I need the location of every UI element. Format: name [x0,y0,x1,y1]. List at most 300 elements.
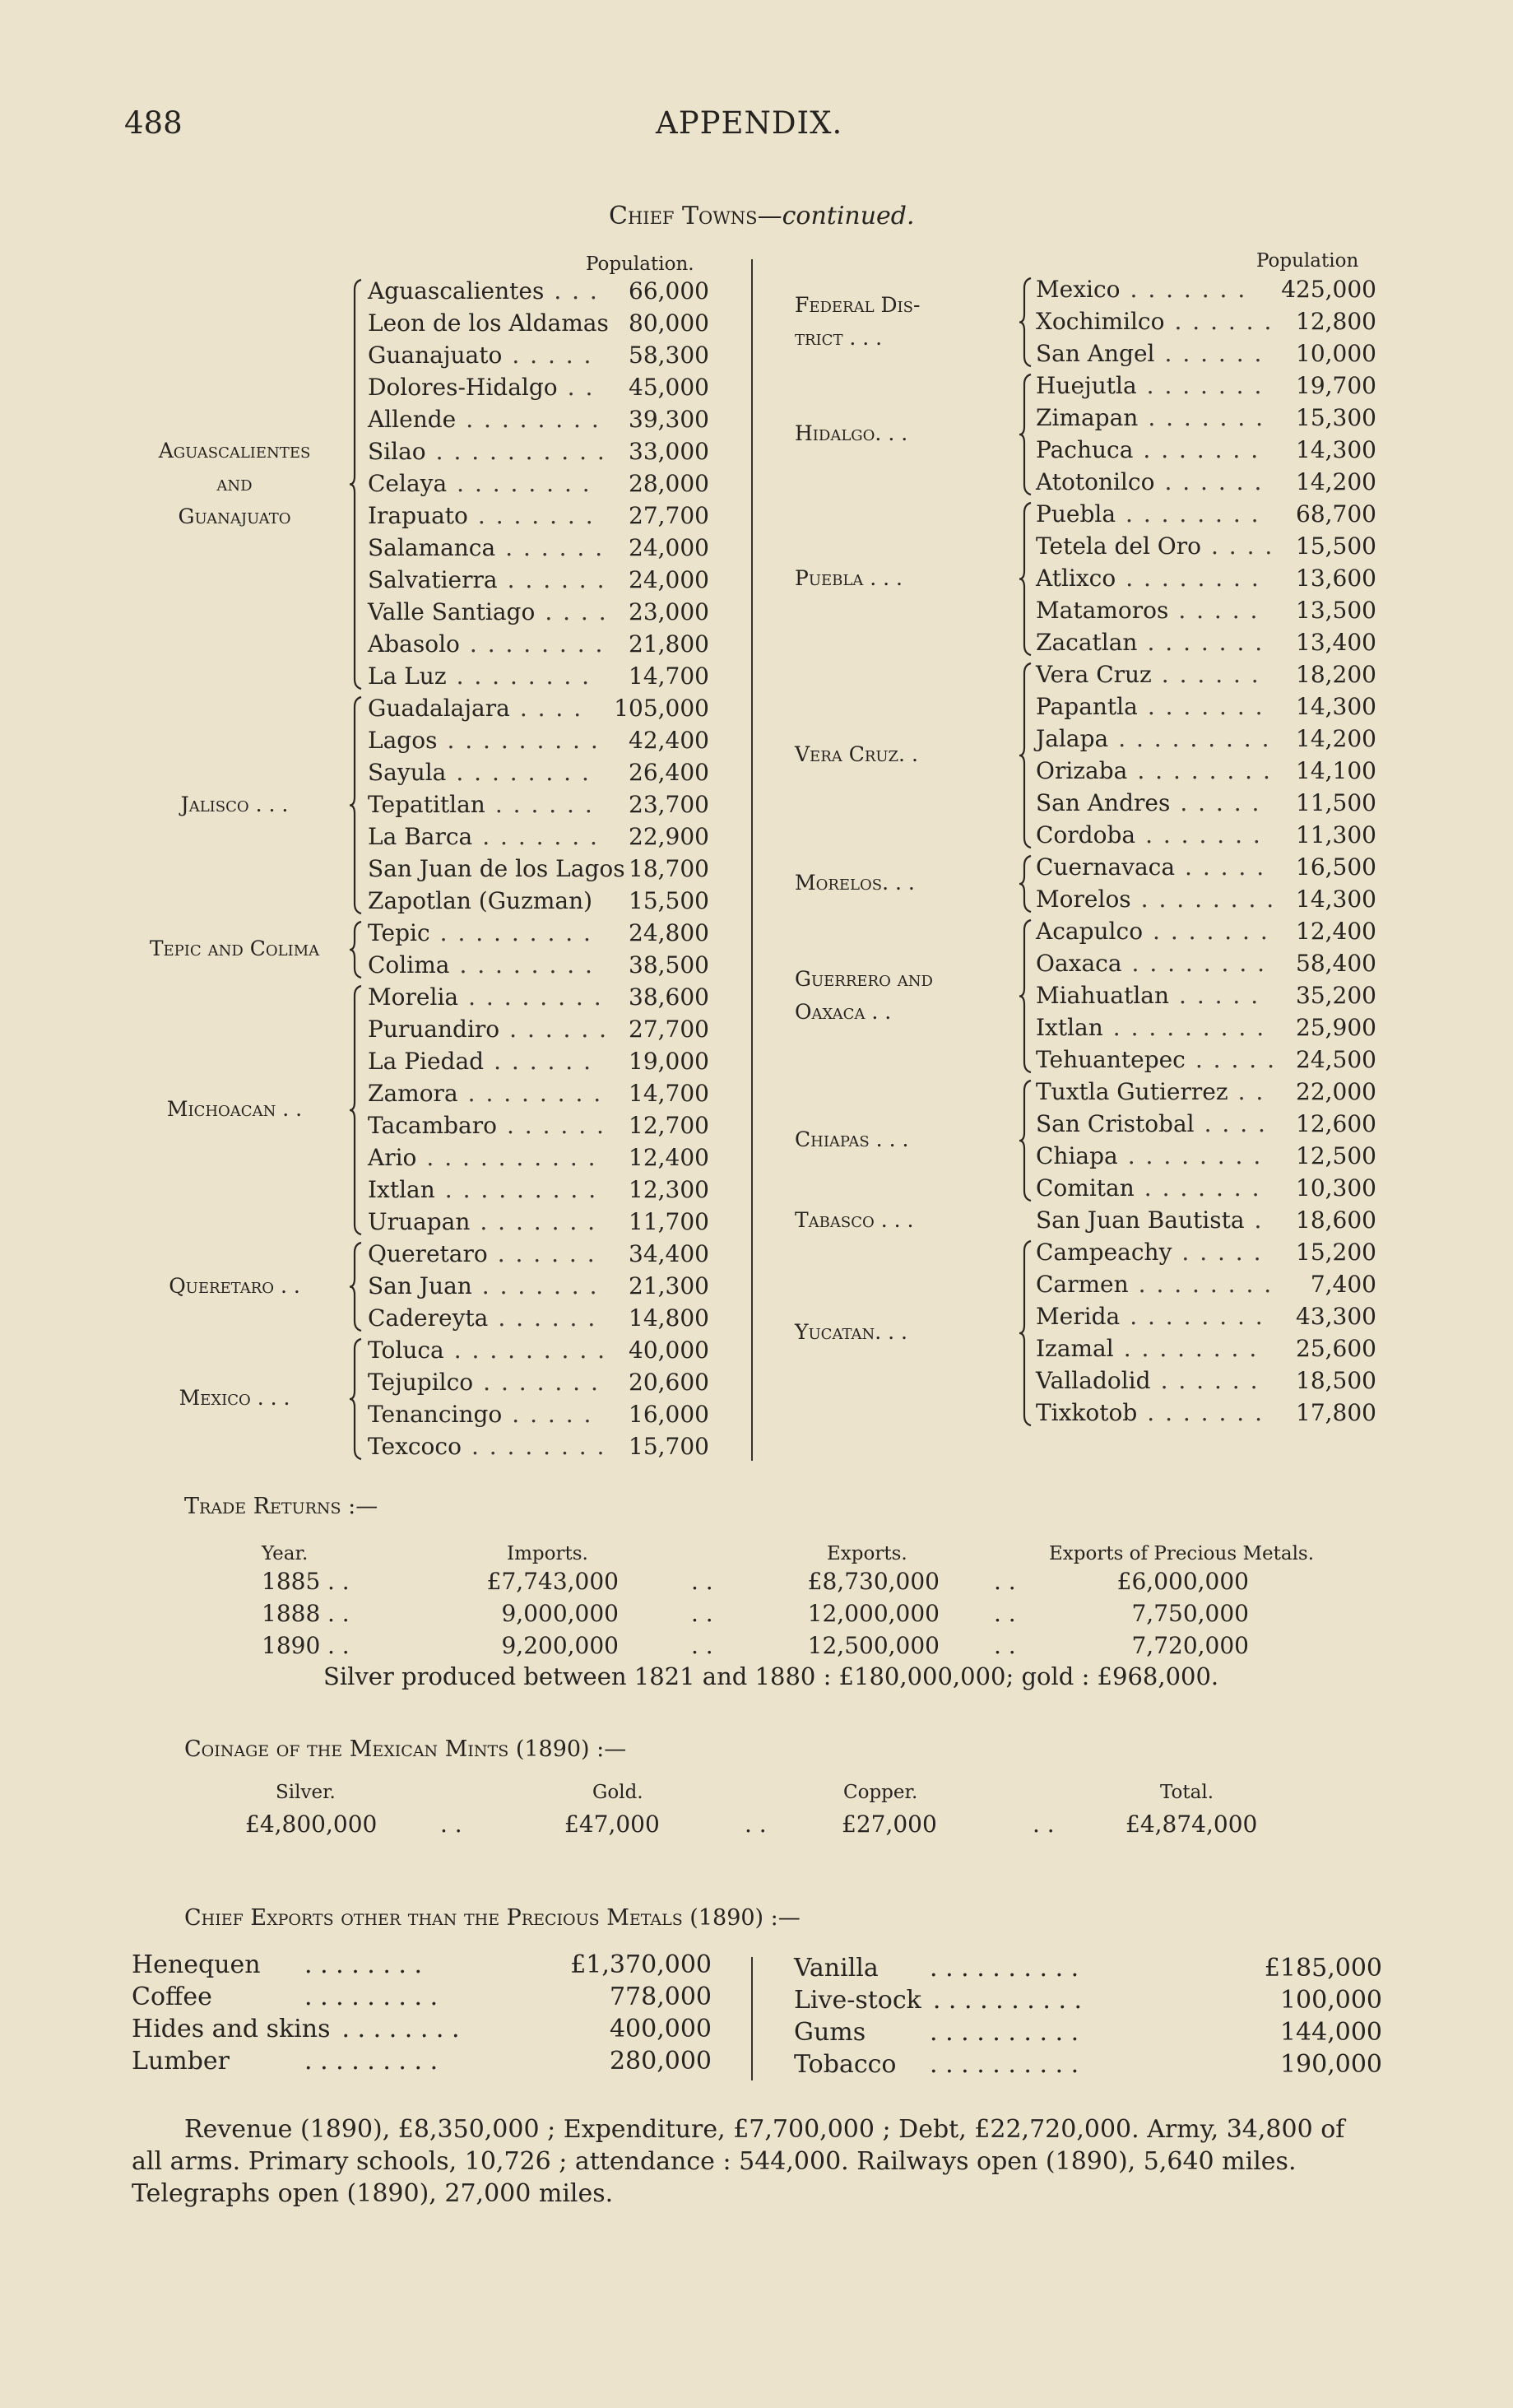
town-name: Huejutla [1036,372,1137,399]
leader-dots: . . . . . . . . [1131,950,1267,977]
town-row [1036,883,1376,915]
export-value: £185,000 [1264,1954,1382,1983]
town-population: 27,700 [629,502,709,529]
town-population: 24,000 [629,534,709,561]
group-brace-path [1019,1241,1031,1425]
town-row [1036,1397,1376,1429]
town-row [368,628,709,660]
leader-dots: . . . . . . [498,1304,597,1332]
leader-dots: . . . . . . [1174,308,1274,335]
left-state-label [123,788,346,821]
summary-paragraph: Revenue (1890), £8,350,000 ; Expenditure, £7,700,000 ; Debt, £22,720,000. Army, 34,800 of all arms. Primary schools, 10,726 ; attendance : 544,000. Railways open (1890), 5,640 miles. Telegraphs open (1890), 27,000 miles. [132,2115,1345,2208]
leader-dots: . . . . . [512,342,593,369]
coinage-value: £4,800,000 [245,1811,378,1838]
export-value: 400,000 [609,2015,712,2043]
trade-header: Exports of Precious Metals. [1049,1543,1315,1564]
town-row [368,1334,709,1366]
town-population: 16,000 [629,1401,709,1428]
leader-dots: . . . . . . [507,566,606,593]
town-row [1036,1204,1376,1236]
group-brace [1018,277,1033,368]
town-name: Silao [368,438,426,465]
trade-cell: 1885 [262,1568,321,1595]
leader-dots: . . [327,1568,350,1595]
export-name: Hides and skins [132,2015,331,2043]
page-number: 488 [124,105,183,141]
leader-dots: . . . . . . . . [459,951,594,979]
leader-dots: . . [691,1600,713,1627]
town-row [1036,402,1376,434]
town-name: Lagos [368,727,438,754]
leader-dots: . . . . . . . . . [1112,1014,1266,1041]
leader-dots: . . [691,1568,713,1595]
leader-dots: . . . . . . . . [466,406,601,433]
leader-dots: . . . . . . . [1147,1399,1264,1426]
town-name: Atotonilco [1036,468,1155,495]
leader-dots: . . . . . . . . [1130,1303,1265,1330]
leader-dots: . . . . . . . . . [453,1336,607,1364]
export-value: 190,000 [1279,2050,1382,2079]
town-row [368,949,709,981]
town-name: Cadereyta [368,1304,489,1332]
leader-dots: . . [1237,1078,1265,1105]
group-brace-path [1019,920,1031,1072]
town-row [1036,1172,1376,1204]
town-population: 25,900 [1296,1014,1376,1041]
town-name: Puruandiro [368,1016,500,1043]
town-name: Carmen [1036,1271,1129,1298]
town-population: 15,700 [629,1433,709,1460]
town-population: 45,000 [629,374,709,401]
town-row [368,339,709,371]
left-state-label-line: Guanajuato [178,504,291,528]
trade-cell: 7,750,000 [1131,1600,1249,1627]
town-row [1036,1044,1376,1076]
right-state-label [795,562,992,595]
town-row [368,500,709,532]
town-row [368,820,709,853]
coinage-value: £4,874,000 [1125,1811,1258,1838]
leader-dots: . . . . . [1178,597,1260,624]
town-name: Tetela del Oro [1036,532,1201,560]
right-state-label [795,867,992,900]
town-row [1036,1108,1376,1140]
town-row [368,1206,709,1238]
leader-dots: . . . . . . . [1147,629,1265,656]
trade-cell: 12,500,000 [807,1632,940,1659]
town-population: 58,300 [629,342,709,369]
leader-dots: . . [691,1632,713,1659]
group-brace-path [350,280,361,689]
town-row [1036,851,1376,883]
town-row [368,724,709,756]
group-brace-path [350,1339,361,1459]
town-name: Celaya [368,470,448,497]
coinage-title: Coinage of the Mexican Mints (1890) :— [184,1736,627,1762]
town-population: 38,500 [629,951,709,979]
trade-cell: 9,000,000 [501,1600,619,1627]
chief-towns-title-suffix: —continued. [757,202,915,230]
town-name: Miahuatlan [1036,982,1170,1009]
right-state-label-line: Puebla . . . [795,565,903,590]
town-population: 14,300 [1296,436,1376,463]
leader-dots: . . . . . . . . . [447,727,600,754]
leader-dots: . . . . . . . [483,1369,600,1396]
town-population: 14,700 [629,1080,709,1107]
town-population: 12,800 [1296,308,1376,335]
trade-cell: 1888 [262,1600,321,1627]
export-name: Gums [794,2018,866,2047]
leader-dots: . . . . . . . . . . [930,2018,1079,2047]
town-row [368,1430,709,1462]
right-state-label [795,963,992,1029]
town-population: 7,400 [1310,1271,1376,1298]
town-name: Vera Cruz [1036,661,1152,688]
leader-dots: . . [994,1632,1016,1659]
leader-dots: . . . . . . . . [467,1080,603,1107]
leader-dots: . . . . . . . . [1123,1335,1259,1362]
town-name: Matamoros [1036,597,1169,624]
leader-dots: . . . . . . . . . . [930,1954,1079,1983]
town-name: Salamanca [368,534,496,561]
town-population: 12,400 [1296,918,1376,945]
export-name: Tobacco [794,2050,897,2079]
town-row [368,885,709,917]
town-row [1036,787,1376,819]
leader-dots: . . . . . . . . . . [435,438,606,465]
town-population: 17,800 [1296,1399,1376,1426]
town-row [1036,498,1376,530]
right-state-label-line: Chiapas . . . [795,1127,909,1151]
trade-cell: £7,743,000 [486,1568,619,1595]
town-name: Zamora [368,1080,458,1107]
town-population: 13,400 [1296,629,1376,656]
leader-dots: . . . . . . [1164,340,1264,367]
leader-dots: . . . . [545,598,608,625]
town-row [368,660,709,692]
group-brace-path [1019,856,1031,912]
leader-dots: . . . . . . . [1148,404,1265,431]
town-row [368,853,709,885]
town-name: San Juan Bautista [1036,1206,1245,1234]
leader-dots: . . [994,1600,1016,1627]
leader-dots: . . . . . . . . [456,662,592,690]
town-row [1036,1332,1376,1364]
group-brace-path [1019,1081,1031,1201]
export-name: Lumber [132,2047,230,2076]
leader-dots: . . . . . . . . . [439,919,592,946]
coinage-header: Total. [1160,1782,1214,1803]
left-state-label-line: Tepic and Colima [149,937,320,960]
town-row [1036,819,1376,851]
trade-cell: 7,720,000 [1131,1632,1249,1659]
town-population: 15,500 [629,887,709,914]
trade-header: Exports. [827,1543,907,1564]
leader-dots: . . [327,1600,350,1627]
trade-cell: £8,730,000 [807,1568,940,1595]
left-state-label-line: Michoacan . . [166,1097,303,1121]
town-row [1036,370,1376,402]
town-population: 12,400 [629,1144,709,1171]
town-row [368,1077,709,1109]
left-state-label [123,1270,346,1303]
town-population: 13,600 [1296,565,1376,592]
town-population: 24,500 [1296,1046,1376,1073]
town-population: 40,000 [629,1336,709,1364]
town-population: 19,000 [629,1048,709,1075]
town-name: La Piedad [368,1048,485,1075]
leader-dots: . . . . . . [497,1240,596,1267]
town-row [368,435,709,467]
town-population: 14,300 [1296,693,1376,720]
town-name: Mexico [1036,276,1121,303]
town-population: 35,200 [1296,982,1376,1009]
town-name: Cordoba [1036,821,1136,848]
town-row [368,532,709,564]
town-name: Pachuca [1036,436,1134,463]
leader-dots: . . [1033,1811,1055,1838]
town-name: Zacatlan [1036,629,1138,656]
town-population: 13,500 [1296,597,1376,624]
town-name: Comitan [1036,1174,1135,1202]
town-name: Ixtlan [368,1176,435,1203]
left-state-label [123,1382,346,1415]
town-population: 18,700 [629,855,709,882]
town-population: 34,400 [629,1240,709,1267]
leader-dots: . . . . . [1180,789,1261,816]
town-population: 14,800 [629,1304,709,1332]
town-population: 66,000 [629,277,709,304]
silver-note: Silver produced between 1821 and 1880 : £180,000,000; gold : £968,000. [323,1662,1219,1690]
town-name: Guadalajara [368,695,510,722]
leader-dots: . . [994,1568,1016,1595]
town-row [1036,947,1376,979]
leader-dots: . . . . . . . [1130,276,1247,303]
leader-dots: . . . . . . . . [1138,1271,1274,1298]
town-population: 22,000 [1296,1078,1376,1105]
town-row [368,981,709,1013]
export-value: 778,000 [609,1983,712,2011]
right-state-label-line: Federal Dis- [795,292,921,317]
leader-dots: . . . . . . . [1143,436,1260,463]
town-population: 10,000 [1296,340,1376,367]
leader-dots: . . . . . . . . . . [930,2050,1079,2079]
group-brace [1018,1079,1033,1202]
town-population: 21,300 [629,1272,709,1299]
town-name: Zapotlan (Guzman) [368,887,593,914]
town-row [368,692,709,724]
town-name: Campeachy [1036,1239,1172,1266]
right-state-label-line: Tabasco . . . [795,1207,914,1232]
town-row [1036,594,1376,626]
town-row [368,371,709,403]
trade-cell: £6,000,000 [1116,1568,1249,1595]
leader-dots: . . . . . . . . [1125,500,1260,528]
leader-dots: . . . . . . . . [471,1433,606,1460]
group-brace-path [350,1243,361,1331]
town-row [1036,1364,1376,1397]
leader-dots: . . . . [1211,532,1274,560]
leader-dots: . . . . . . . . [1140,886,1276,913]
town-population: 11,300 [1296,821,1376,848]
running-head: APPENDIX. [656,105,843,141]
left-state-label [123,1093,346,1126]
town-name: San Juan [368,1272,472,1299]
town-name: Izamal [1036,1335,1114,1362]
town-row [1036,1076,1376,1108]
town-name: Guanajuato [368,342,503,369]
leader-dots: . . . . . . [1161,661,1260,688]
town-population: 80,000 [629,309,709,337]
leader-dots: . . . . . . [509,1016,609,1043]
right-state-label-line: Hidalgo. . . [795,421,908,445]
leader-dots: . . . . . . . . . . [426,1144,597,1171]
town-name: Texcoco [368,1433,462,1460]
export-value: 100,000 [1279,1986,1382,2015]
town-row [368,1302,709,1334]
group-brace [1018,373,1033,496]
leader-dots: . . . . . . [1164,468,1264,495]
town-name: Toluca [368,1336,444,1364]
town-population: 18,600 [1296,1206,1376,1234]
town-name: Morelos [1036,886,1131,913]
town-name: Irapuato [368,502,468,529]
town-name: Salvatierra [368,566,498,593]
trade-cell: 12,000,000 [807,1600,940,1627]
town-row [368,403,709,435]
leader-dots: . . . . . . . . . [444,1176,598,1203]
town-name: Ario [368,1144,417,1171]
town-population: 27,700 [629,1016,709,1043]
town-name: Allende [368,406,457,433]
town-row [368,307,709,339]
group-brace [1018,854,1033,913]
group-brace-path [350,922,361,978]
town-name: San Cristobal [1036,1110,1195,1137]
town-name: Chiapa [1036,1142,1118,1169]
leader-dots: . . . . . . . . [341,2015,460,2043]
town-population: 12,500 [1296,1142,1376,1169]
town-row [368,1174,709,1206]
right-state-label [795,1204,992,1237]
town-population: 26,400 [629,759,709,786]
leader-dots: . . . . . . . [1147,693,1265,720]
town-row [1036,1011,1376,1044]
left-state-label-line: Mexico . . . [179,1386,290,1410]
town-population: 38,600 [629,983,709,1011]
town-row [368,788,709,820]
group-brace [348,278,363,690]
town-population: 33,000 [629,438,709,465]
coinage-header: Gold. [592,1782,643,1803]
town-name: Tuxtla Gutierrez [1036,1078,1228,1105]
town-population: 11,500 [1296,789,1376,816]
town-row [1036,1268,1376,1300]
town-name: Orizaba [1036,757,1128,784]
town-name: Tepic [368,919,430,946]
group-brace [1018,662,1033,849]
group-brace [348,1241,363,1332]
right-state-label [795,417,992,450]
leader-dots: . . . . . [1181,1239,1263,1266]
town-name: Dolores-Hidalgo [368,374,558,401]
leader-dots: . . . . . . . [1153,918,1269,945]
town-row [1036,723,1376,755]
town-population: 15,500 [1296,532,1376,560]
town-population: 24,000 [629,566,709,593]
town-population: 18,500 [1296,1367,1376,1394]
town-row [368,1109,709,1141]
town-name: Acapulco [1036,918,1144,945]
trade-header: Imports. [507,1543,588,1564]
town-row [1036,434,1376,466]
leader-dots: . . . . . . . . . . [932,1986,1083,2015]
town-name: Aguascalientes [368,277,545,304]
town-row [368,1366,709,1398]
leader-dots: . . . . . [1179,982,1260,1009]
town-row [368,1238,709,1270]
town-row [1036,915,1376,947]
right-state-label [795,1123,992,1156]
chief-towns-title [609,202,915,230]
left-state-label-line: Aguascalientes [158,438,311,463]
leader-dots: . . . . . [512,1401,593,1428]
town-name: Zimapan [1036,404,1139,431]
town-population: 16,500 [1296,853,1376,881]
town-row [1036,337,1376,370]
right-state-label-line: trict . . . [795,325,883,350]
group-brace-path [350,986,361,1234]
right-state-label [795,738,992,771]
trade-header: Year. [262,1543,309,1564]
town-row [368,596,709,628]
coinage-value: £27,000 [842,1811,937,1838]
town-name: Papantla [1036,693,1138,720]
town-population: 105,000 [614,695,709,722]
town-row [368,1141,709,1174]
leader-dots: . . . . . [1195,1046,1276,1073]
town-name: La Barca [368,823,473,850]
town-row [368,275,709,307]
town-population: 42,400 [629,727,709,754]
town-name: Valle Santiago [368,598,536,625]
leader-dots: . . . . . . [506,1112,606,1139]
town-name: Tacambaro [368,1112,497,1139]
export-name: Coffee [132,1983,212,2011]
leader-dots: . . . . . . . [1145,821,1262,848]
town-population: 21,800 [629,630,709,658]
town-population: 14,200 [1296,468,1376,495]
town-population: 24,800 [629,919,709,946]
town-row [1036,530,1376,562]
town-name: Jalapa [1036,725,1109,752]
town-name: Tehuantepec [1036,1046,1186,1073]
right-state-label-line: Morelos. . . [795,871,915,895]
export-value: 280,000 [609,2047,712,2076]
group-brace [348,695,363,915]
leader-dots: . . . . [519,695,583,722]
town-population: 12,600 [1296,1110,1376,1137]
export-value: 144,000 [1279,2018,1382,2047]
leader-dots: . . . . . . [494,791,594,818]
leader-dots: . [1254,1206,1264,1234]
town-row [1036,626,1376,658]
leader-dots: . . . . . . . . . [304,1983,439,2011]
leader-dots: . . . . . . . [477,502,595,529]
group-brace-path [1019,663,1031,848]
town-name: Colima [368,951,450,979]
town-row [1036,1300,1376,1332]
